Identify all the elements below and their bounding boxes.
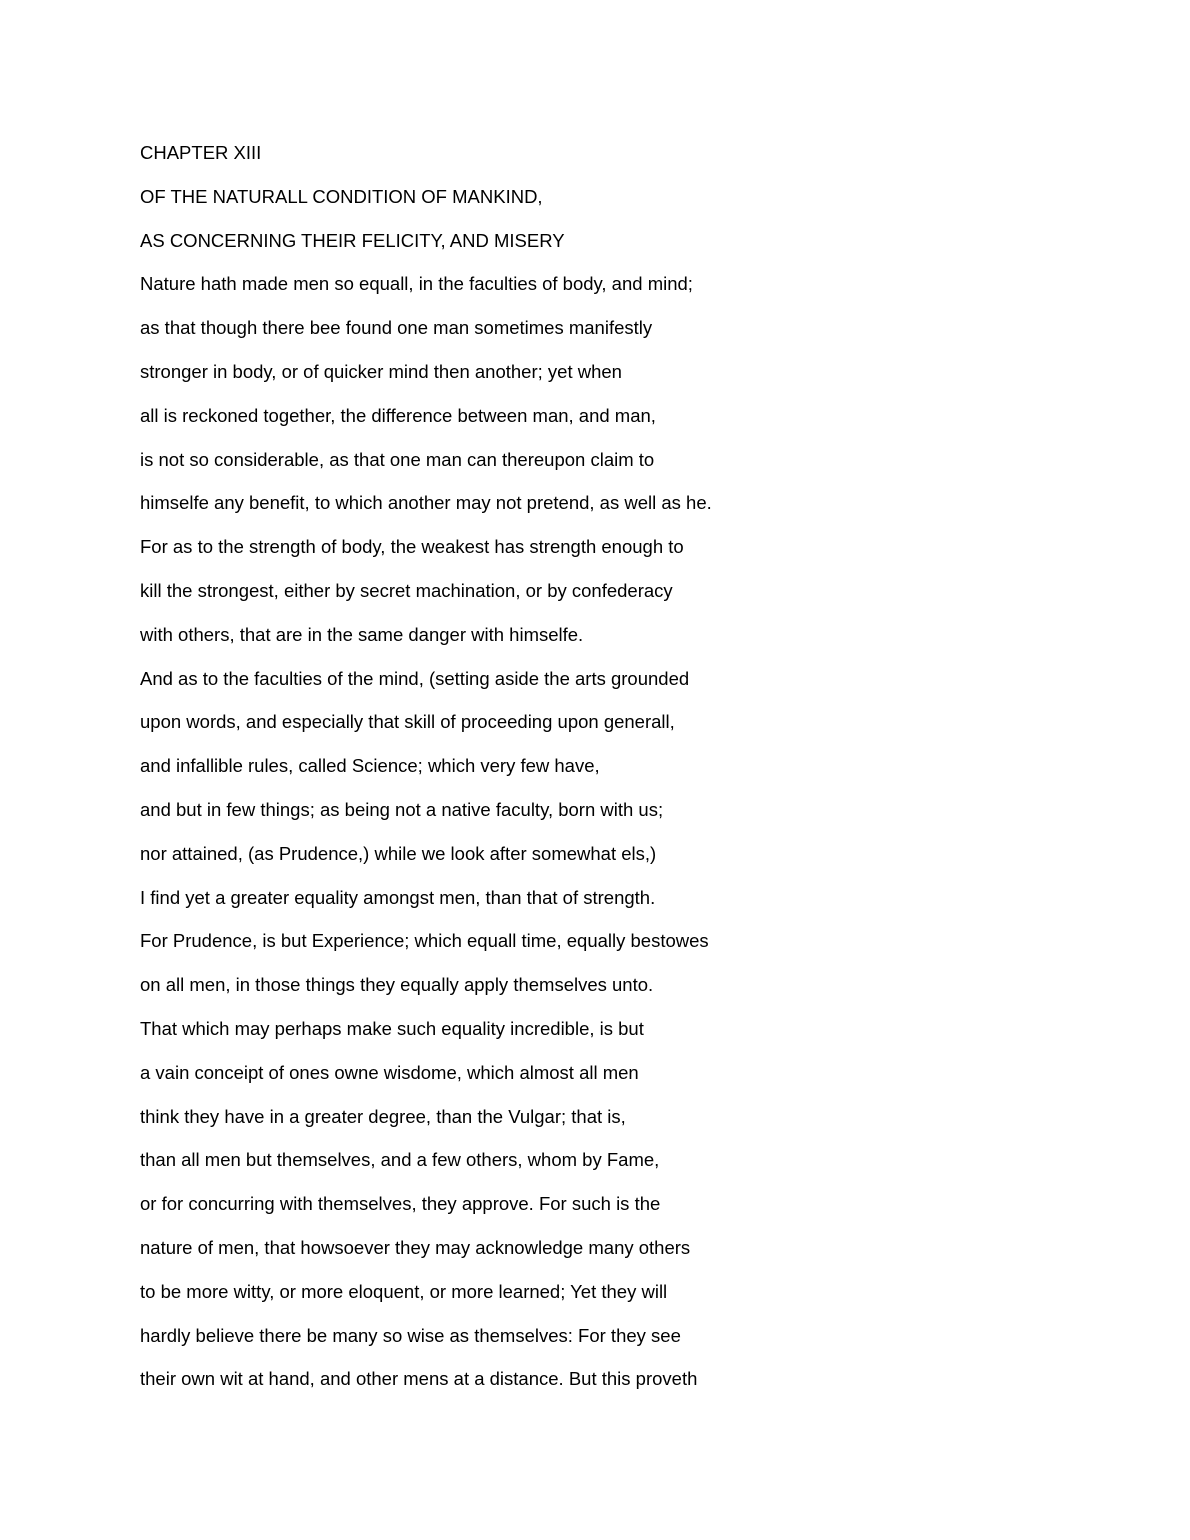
body-line: as that though there bee found one man sometimes manifestly: [140, 317, 653, 339]
body-line: upon words, and especially that skill of proceeding upon generall,: [140, 711, 675, 733]
body-line: himselfe any benefit, to which another may not pretend, as well as he.: [140, 492, 712, 514]
body-line: hardly believe there be many so wise as themselves: For they see: [140, 1324, 681, 1346]
body-line: is not so considerable, as that one man can thereupon claim to: [140, 448, 655, 470]
body-line: a vain conceipt of ones owne wisdome, which almost all men: [140, 1061, 639, 1083]
body-line: think they have in a greater degree, than the Vulgar; that is,: [140, 1105, 626, 1127]
body-line: Nature hath made men so equall, in the faculties of body, and mind;: [140, 273, 693, 295]
body-line: or for concurring with themselves, they approve. For such is the: [140, 1193, 661, 1215]
body-line: all is reckoned together, the difference between man, and man,: [140, 404, 656, 426]
body-line: stronger in body, or of quicker mind then another; yet when: [140, 360, 622, 382]
body-line: on all men, in those things they equally apply themselves unto.: [140, 974, 654, 996]
document-text: [140, 131, 1040, 1401]
body-line: and but in few things; as being not a native faculty, born with us;: [140, 798, 664, 820]
chapter-title-line-2: AS CONCERNING THEIR FELICITY, AND MISERY: [140, 229, 565, 251]
body-line: For Prudence, is but Experience; which equall time, equally bestowes: [140, 930, 709, 952]
body-line: nature of men, that howsoever they may acknowledge many others: [140, 1236, 691, 1258]
body-line: to be more witty, or more eloquent, or more learned; Yet they will: [140, 1280, 668, 1302]
chapter-title-line-1: OF THE NATURALL CONDITION OF MANKIND,: [140, 185, 543, 207]
body-line: For as to the strength of body, the weakest has strength enough to: [140, 536, 684, 558]
body-line: with others, that are in the same danger with himselfe.: [140, 623, 584, 645]
body-line: I find yet a greater equality amongst men, than that of strength.: [140, 886, 656, 908]
body-line: nor attained, (as Prudence,) while we look after somewhat els,): [140, 842, 657, 864]
body-line: and infallible rules, called Science; which very few have,: [140, 755, 600, 777]
body-line: than all men but themselves, and a few others, whom by Fame,: [140, 1149, 660, 1171]
body-line: their own wit at hand, and other mens at a distance. But this proveth: [140, 1368, 698, 1390]
body-line: kill the strongest, either by secret machination, or by confederacy: [140, 579, 673, 601]
body-line: That which may perhaps make such equality incredible, is but: [140, 1017, 644, 1039]
body-line: And as to the faculties of the mind, (setting aside the arts grounded: [140, 667, 690, 689]
chapter-heading: CHAPTER XIII: [140, 142, 262, 163]
